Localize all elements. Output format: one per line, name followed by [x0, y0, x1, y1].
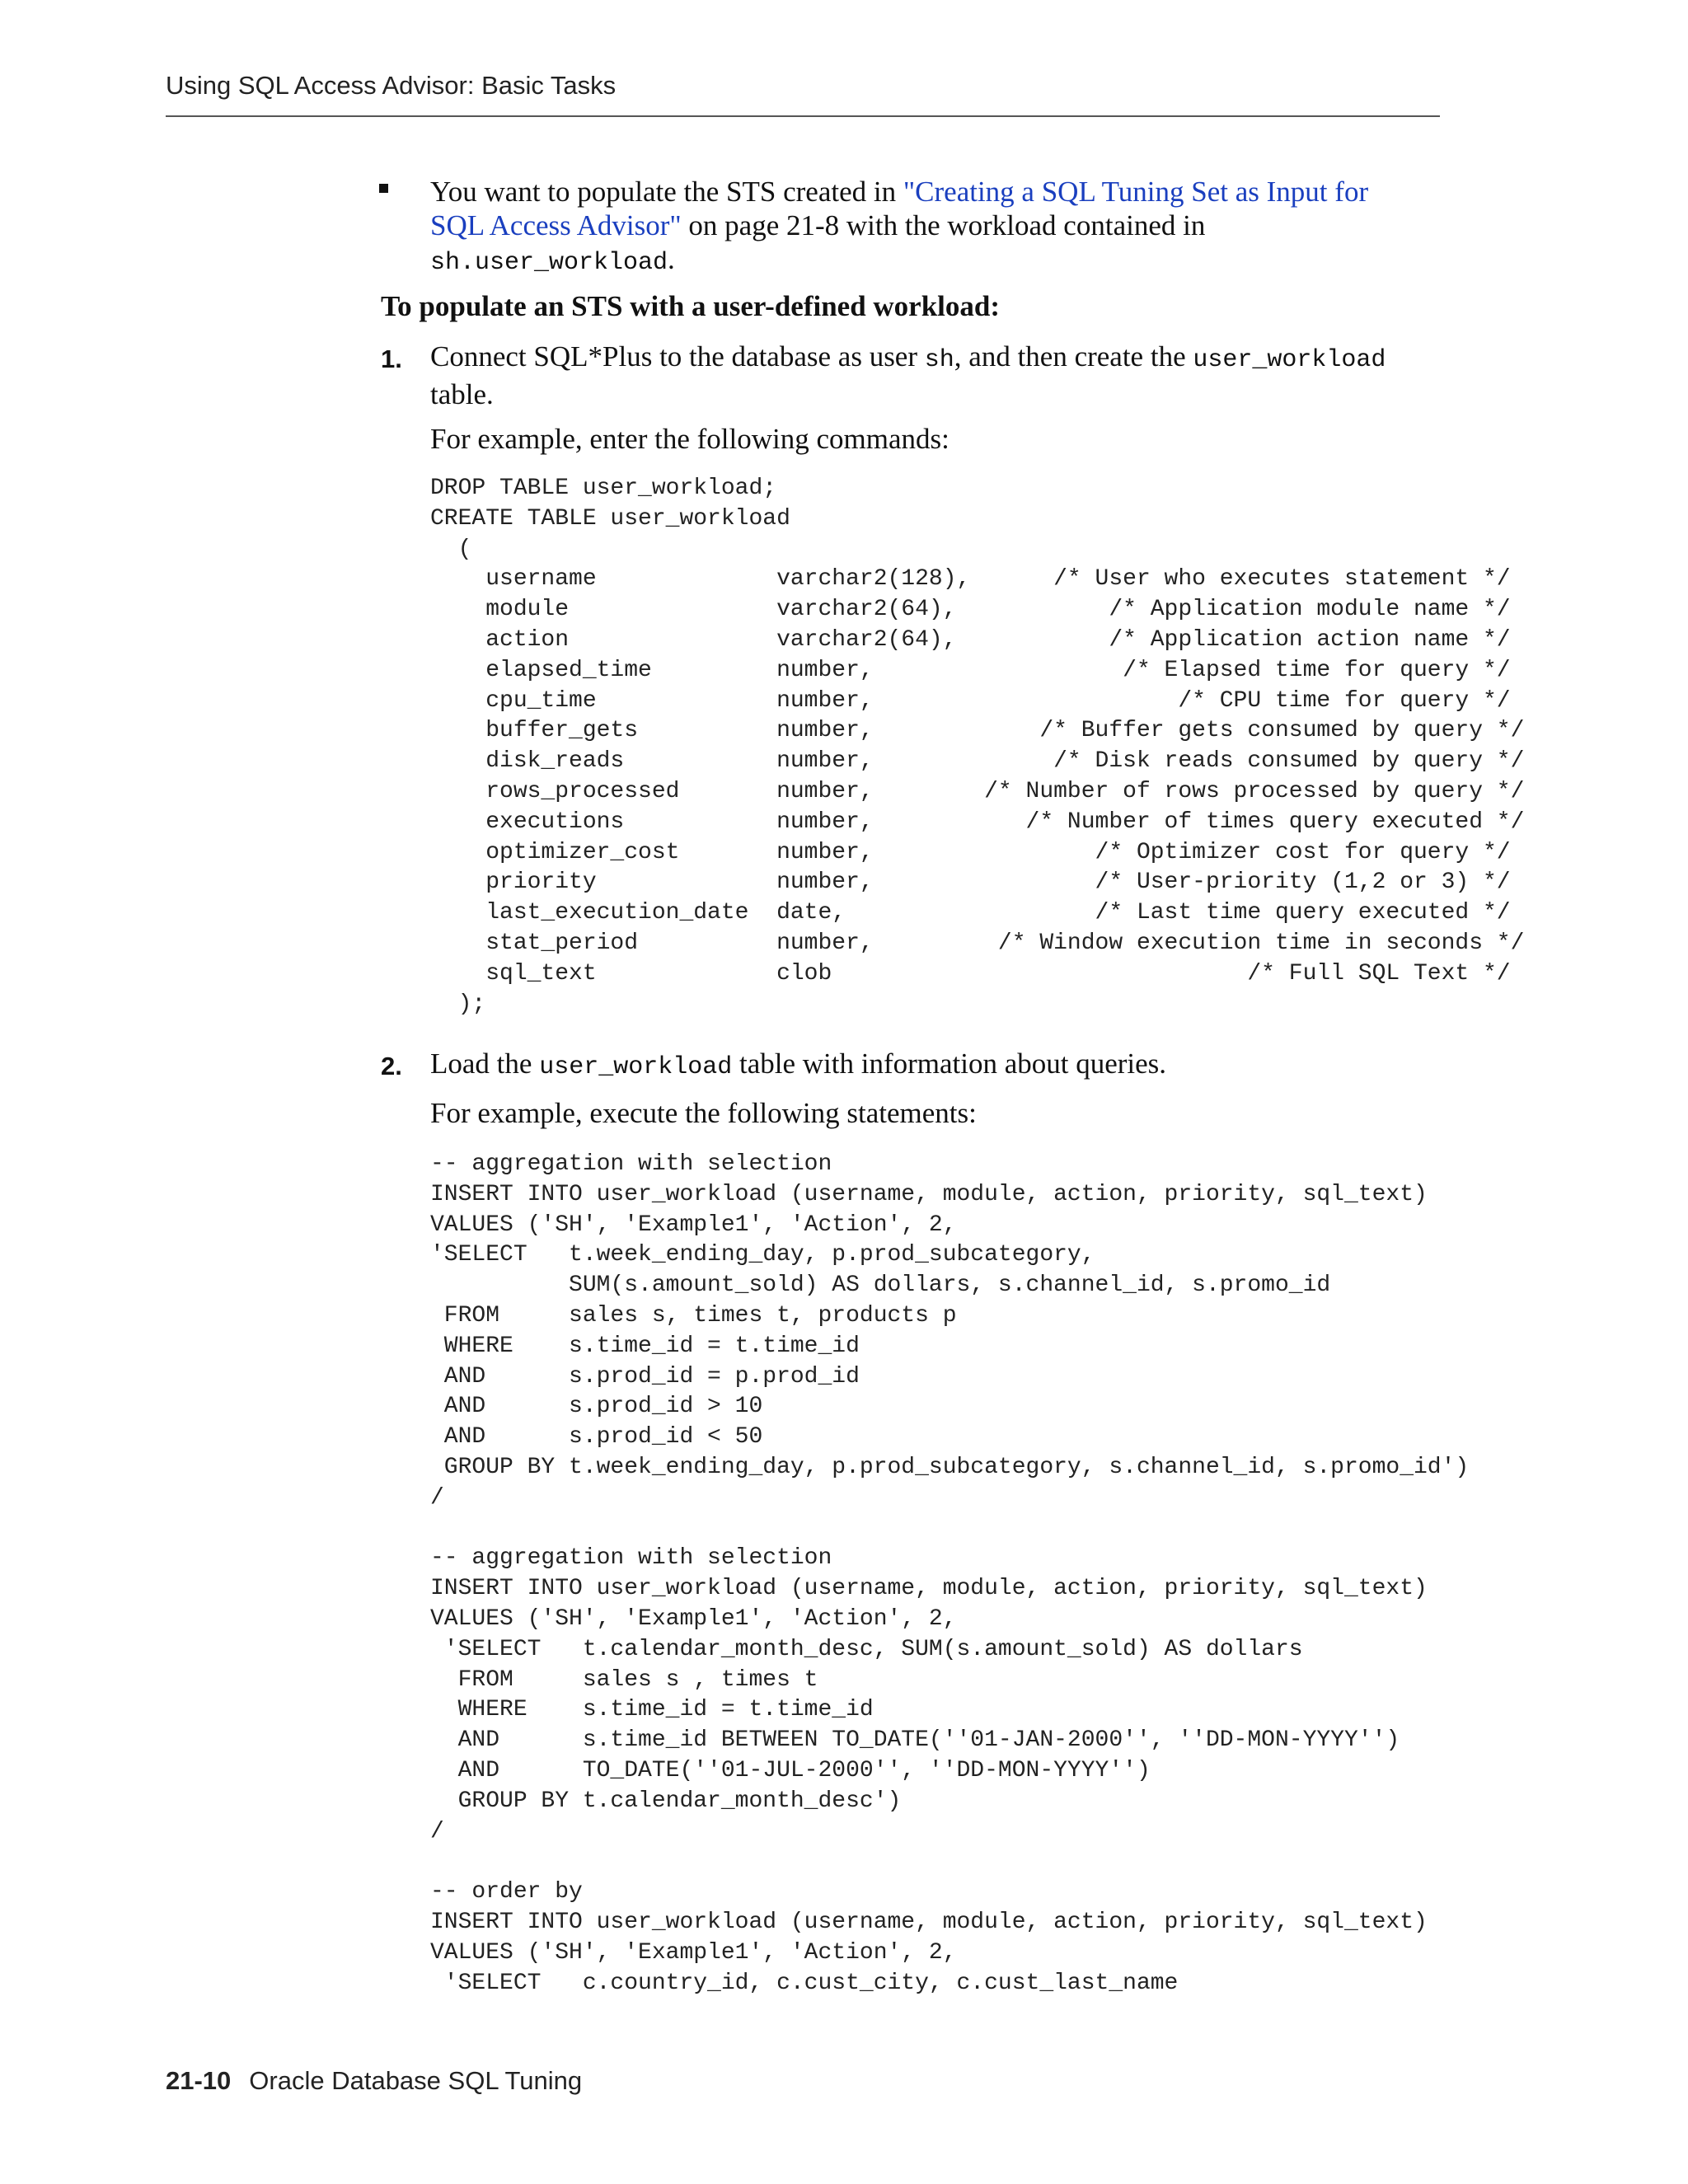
- step-1-number: 1.: [381, 344, 402, 373]
- procedure-heading: To populate an STS with a user-defined workload:: [381, 290, 1001, 322]
- step-1-code-a: sh: [924, 346, 954, 374]
- page-footer: [166, 2066, 582, 2096]
- header-rule: [166, 115, 1440, 117]
- bullet-line-2: [430, 209, 1419, 242]
- step-2-text: [430, 1047, 1166, 1085]
- step-1-line-1: [430, 340, 1386, 377]
- link-text-line1: "Creating a SQL Tuning Set as Input for: [903, 176, 1369, 208]
- step-1-text: [430, 340, 1386, 411]
- step-1-text-b: , and then create the: [954, 340, 1193, 373]
- step-1-line-2: table.: [430, 378, 494, 410]
- step-2-line-1: [430, 1047, 1166, 1085]
- step-1-example-intro: For example, enter the following commands:: [430, 423, 950, 455]
- step-2-text-b: table with information about queries.: [732, 1047, 1167, 1080]
- bullet-text-part2: on page 21-8 with the workload contained in: [681, 209, 1206, 241]
- step-2-code-a: user_workload: [539, 1053, 733, 1081]
- link-text-line2: SQL Access Advisor": [430, 209, 682, 241]
- footer-book-title: Oracle Database SQL Tuning: [249, 2066, 583, 2095]
- bullet-line-1: [430, 175, 1419, 209]
- bullet-square-icon: [379, 184, 388, 193]
- cross-reference-link-continued[interactable]: [430, 209, 682, 241]
- bullet-text-end: .: [668, 243, 675, 275]
- step-2-example-intro: For example, execute the following statements:: [430, 1097, 977, 1129]
- step-2-text-a: Load the: [430, 1047, 540, 1080]
- bullet-code-table-name: sh.user_workload: [430, 249, 668, 277]
- running-header-title: Using SQL Access Advisor: Basic Tasks: [166, 71, 617, 100]
- step-1-code-b: user_workload: [1193, 346, 1386, 374]
- step-2-code-block: -- aggregation with selection INSERT INTO user_workload (username, module, action, priority, sql_text) VALUES ('SH', 'Example1', 'Action', 2, 'SELECT t.week_ending_day, p.prod_subcategory, SUM(s.amount_sold) AS dollars, s.channel_id, s.promo_id FROM sales s, times t, products p WHERE s.time_id = t.time_id AND s.prod_id = p.prod_id AND s.prod_id > 10 AND s.prod_id < 50 GROUP BY t.week_ending_day, p.prod_subcategory, s.channel_id, s.promo_id') / -- aggregation with selection INSERT INTO user_workload (username, module, action, priority, sql_text) VALUES ('SH', 'Example1', 'Action', 2, 'SELECT t.calendar_month_desc, SUM(s.amount_sold) AS dollars FROM sales s , times t WHERE s.time_id = t.time_id AND s.time_id BETWEEN TO_DATE(''01-JAN-2000'', ''DD-MON-YYYY'') AND TO_DATE(''01-JUL-2000'', ''DD-MON-YYYY'') GROUP BY t.calendar_month_desc') / -- order by INSERT INTO user_workload (username, module, action, priority, sql_text) VALUES ('SH', 'Example1', 'Action', 2, 'SELECT c.country_id, c.cust_city, c.cust_last_name: [430, 1151, 1470, 1996]
- bullet-paragraph: [430, 175, 1419, 280]
- bullet-text-part1: You want to populate the STS created in: [430, 176, 903, 208]
- step-1-code-block: DROP TABLE user_workload; CREATE TABLE user_workload ( username varchar2(128), /* User who executes statement */ module varchar2(64), /* Application module name */ action varchar2(64), /* Application action name */ elapsed_time number, /* Elapsed time for query */ cpu_time number, /* CPU time for query */ buffer_gets number, /* Buffer gets consumed by query */ disk_reads number, /* Disk reads consumed by query */ rows_processed number, /* Number of rows processed by query */ executions number, /* Number of times query executed */ optimizer_cost number, /* Optimizer cost for query */ priority number, /* User-priority (1,2 or 3) */ last_execution_date date, /* Last time query executed */ stat_period number, /* Window execution time in seconds */ sql_text clob /* Full SQL Text */ );: [430, 476, 1525, 1017]
- bullet-line-3: [430, 242, 1419, 280]
- cross-reference-link[interactable]: [903, 176, 1368, 208]
- step-2-number: 2.: [381, 1052, 402, 1080]
- footer-page-number: 21-10: [166, 2066, 232, 2095]
- step-1-text-a: Connect SQL*Plus to the database as user: [430, 340, 925, 373]
